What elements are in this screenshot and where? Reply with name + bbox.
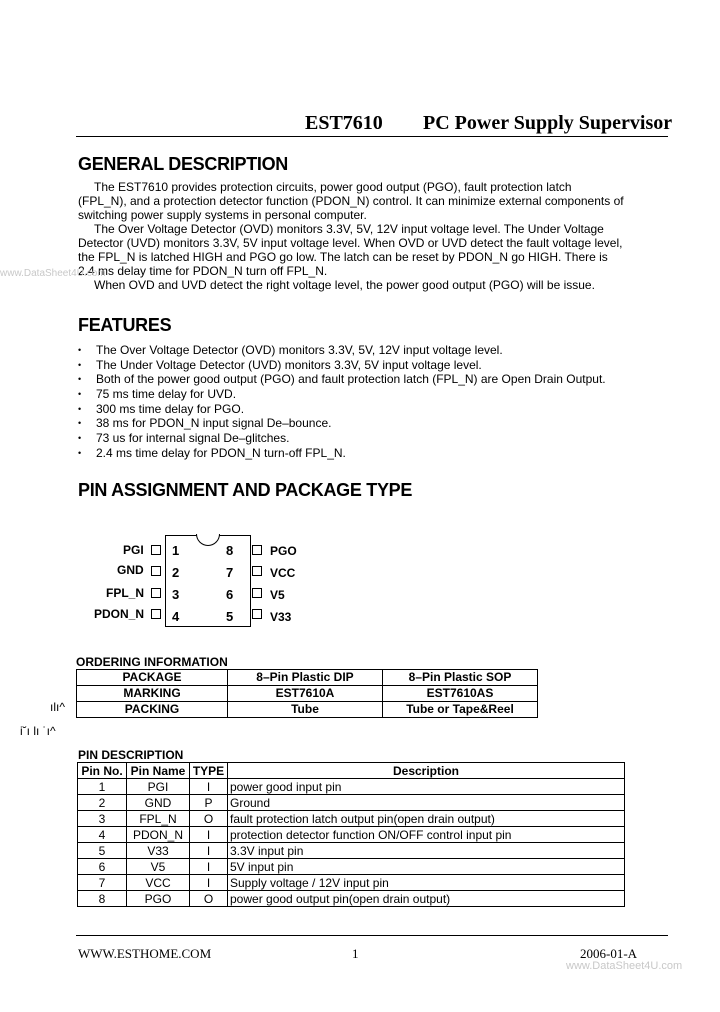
- table-cell: 8–Pin Plastic SOP: [383, 670, 538, 686]
- table-cell: PGO: [127, 891, 190, 907]
- pin-pad: [151, 588, 161, 598]
- feature-item: • 75 ms time delay for UVD.: [78, 387, 658, 402]
- table-cell: Tube or Tape&Reel: [383, 702, 538, 718]
- feature-item: • The Over Voltage Detector (OVD) monitors 3.3V, 5V, 12V input voltage level.: [78, 343, 658, 358]
- table-row: [78, 827, 625, 843]
- table-cell: fault protection latch output pin(open drain output): [228, 811, 625, 827]
- table-cell: 3.3V input pin: [228, 843, 625, 859]
- header-divider: [76, 136, 668, 137]
- table-row: [77, 686, 538, 702]
- pin-number: 7: [226, 565, 234, 580]
- revision-code: 2006-01-A: [580, 946, 638, 961]
- feature-item: • 73 us for internal signal De–glitches.: [78, 431, 658, 446]
- text-line: Detector (UVD) monitors 3.3V, 5V input voltage level. When OVD or UVD detect the fault voltage level,: [78, 236, 623, 250]
- table-cell: PACKAGE: [77, 670, 228, 686]
- table-cell: 6: [78, 859, 127, 875]
- pin-assignment-heading: PIN ASSIGNMENT AND PACKAGE TYPE: [78, 480, 413, 500]
- pin-pad: [252, 566, 262, 576]
- table-cell: PGI: [127, 779, 190, 795]
- text-line: The EST7610 provides protection circuits, power good output (PGO), fault protection latch: [94, 180, 572, 194]
- text-line: The Over Voltage Detector (OVD) monitors 3.3V, 5V, 12V input voltage level. The Under Voltage: [94, 222, 604, 236]
- pin-label-vcc: VCC: [270, 566, 296, 580]
- stray-mark: ılı^: [50, 700, 65, 714]
- page-number: 1: [352, 946, 359, 961]
- column-header: TYPE: [190, 763, 228, 779]
- table-row: [78, 779, 625, 795]
- pin-description-table: [77, 762, 625, 907]
- table-cell: I: [190, 843, 228, 859]
- table-cell: 8–Pin Plastic DIP: [228, 670, 383, 686]
- table-cell: O: [190, 891, 228, 907]
- pin-pad: [252, 545, 262, 555]
- table-cell: 7: [78, 875, 127, 891]
- pin-label-pdon-n: PDON_N: [94, 607, 145, 621]
- pin-label-pgi: PGI: [123, 543, 144, 557]
- pin-label-gnd: GND: [117, 563, 144, 577]
- table-cell: Supply voltage / 12V input pin: [228, 875, 625, 891]
- table-cell: 1: [78, 779, 127, 795]
- pin-pad: [252, 609, 262, 619]
- feature-item: • Both of the power good output (PGO) and fault protection latch (FPL_N) are Open Drain Output.: [78, 372, 658, 387]
- pin-number: 5: [226, 609, 234, 624]
- table-cell: Tube: [228, 702, 383, 718]
- pin-label-v33: V33: [270, 610, 292, 624]
- table-cell: I: [190, 875, 228, 891]
- watermark-left: www.DataSheet4U.com: [0, 268, 106, 279]
- pin-pad: [151, 545, 161, 555]
- table-row: [78, 811, 625, 827]
- table-cell: PDON_N: [127, 827, 190, 843]
- table-cell: 5V input pin: [228, 859, 625, 875]
- table-cell: PACKING: [77, 702, 228, 718]
- pin-pad: [151, 609, 161, 619]
- general-description-heading: GENERAL DESCRIPTION: [78, 154, 288, 174]
- pin-number: 8: [226, 543, 234, 558]
- features-heading: FEATURES: [78, 315, 172, 335]
- table-cell: 3: [78, 811, 127, 827]
- table-row: [78, 891, 625, 907]
- table-header-row: [78, 763, 625, 779]
- feature-item: • 300 ms time delay for PGO.: [78, 402, 658, 417]
- text-line: switching power supply systems in personal computer.: [78, 208, 367, 222]
- pin-number: 3: [172, 587, 180, 602]
- text-line: 2.4 ms delay time for PDON_N turn off FPL_N.: [78, 264, 328, 278]
- table-row: [78, 859, 625, 875]
- table-cell: EST7610AS: [383, 686, 538, 702]
- table-cell: 4: [78, 827, 127, 843]
- paragraph: [78, 222, 638, 278]
- table-cell: VCC: [127, 875, 190, 891]
- feature-item: • The Under Voltage Detector (UVD) monitors 3.3V, 5V input voltage level.: [78, 358, 658, 373]
- table-row: [78, 795, 625, 811]
- table-cell: 8: [78, 891, 127, 907]
- text-line: (FPL_N), and a protection detector function (PDON_N) control. It can minimize external components of: [78, 194, 624, 208]
- table-cell: P: [190, 795, 228, 811]
- table-row: [78, 875, 625, 891]
- watermark-footer: www.DataSheet4U.com: [566, 960, 683, 972]
- pin-pad: [151, 566, 161, 576]
- table-cell: EST7610A: [228, 686, 383, 702]
- pin-number: 4: [172, 609, 180, 624]
- table-cell: 5: [78, 843, 127, 859]
- text-line: the FPL_N is latched HIGH and PGO go low. The latch can be reset by PDON_N go HIGH. There is: [78, 250, 608, 264]
- pin-number: 1: [172, 543, 180, 558]
- table-cell: MARKING: [77, 686, 228, 702]
- table-cell: FPL_N: [127, 811, 190, 827]
- paragraph: [78, 180, 638, 222]
- column-header: Description: [228, 763, 625, 779]
- table-row: [78, 843, 625, 859]
- table-cell: I: [190, 827, 228, 843]
- table-row: [77, 702, 538, 718]
- general-description-body: [78, 180, 638, 292]
- table-cell: power good output pin(open drain output): [228, 891, 625, 907]
- table-cell: protection detector function ON/OFF control input pin: [228, 827, 625, 843]
- table-cell: V33: [127, 843, 190, 859]
- features-list: [78, 343, 658, 461]
- pin-number: 2: [172, 565, 180, 580]
- pin-number: 6: [226, 587, 234, 602]
- table-cell: power good input pin: [228, 779, 625, 795]
- text-line: When OVD and UVD detect the right voltage level, the power good output (PGO) will be issue.: [94, 278, 595, 292]
- paragraph: [78, 278, 638, 292]
- table-cell: Ground: [228, 795, 625, 811]
- feature-item: • 38 ms for PDON_N input signal De–bounce.: [78, 416, 658, 431]
- part-number: EST7610: [305, 112, 383, 134]
- pin-label-v5: V5: [270, 588, 285, 602]
- table-cell: GND: [127, 795, 190, 811]
- pin-pad: [252, 588, 262, 598]
- stray-mark: i˘ı lı ˙ı^: [20, 724, 56, 738]
- table-cell: I: [190, 779, 228, 795]
- footer-website: WWW.ESTHOME.COM: [78, 946, 212, 961]
- column-header: Pin No.: [78, 763, 127, 779]
- document-title: PC Power Supply Supervisor: [423, 112, 673, 134]
- pin-label-pgo: PGO: [270, 544, 297, 558]
- table-cell: 2: [78, 795, 127, 811]
- table-cell: O: [190, 811, 228, 827]
- table-row: [77, 670, 538, 686]
- table-cell: V5: [127, 859, 190, 875]
- feature-item: • 2.4 ms time delay for PDON_N turn-off FPL_N.: [78, 446, 658, 461]
- ordering-table: [76, 669, 538, 718]
- pin-label-fpl-n: FPL_N: [106, 586, 145, 600]
- table-cell: I: [190, 859, 228, 875]
- ordering-information-heading: ORDERING INFORMATION: [76, 655, 228, 669]
- footer-divider: [76, 935, 668, 936]
- pin-description-heading: PIN DESCRIPTION: [78, 748, 184, 762]
- column-header: Pin Name: [127, 763, 190, 779]
